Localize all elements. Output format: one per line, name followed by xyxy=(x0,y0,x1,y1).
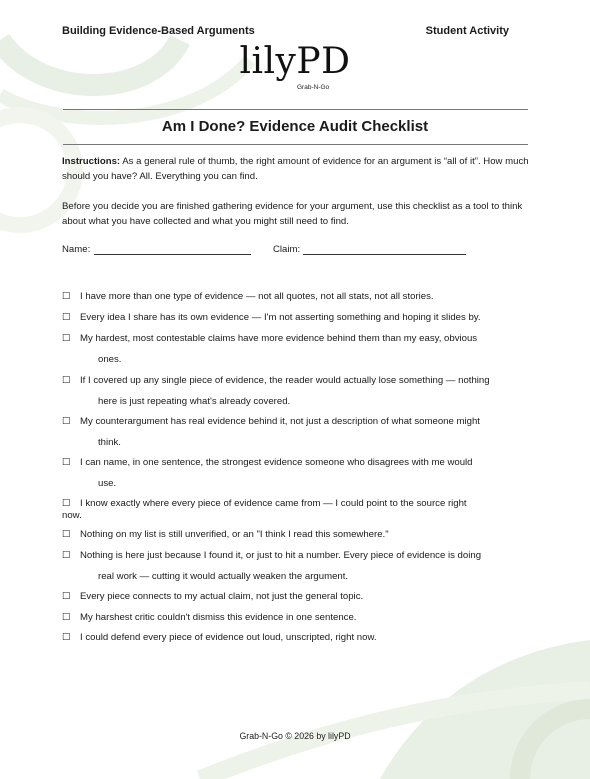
title-rule-bottom xyxy=(63,144,528,145)
checkbox[interactable]: ☐ xyxy=(62,457,71,468)
checklist-item-text: Every idea I share has its own evidence — I'm not asserting something and hoping it slides by. xyxy=(80,312,481,323)
checkbox[interactable]: ☐ xyxy=(62,529,71,540)
page-title: Am I Done? Evidence Audit Checklist xyxy=(161,118,429,135)
checklist-item-text: Nothing on my list is still unverified, or an "I think I read this somewhere." xyxy=(80,529,389,540)
checklist-item xyxy=(62,307,534,328)
checklist-item xyxy=(62,627,534,648)
checklist-item-text: I know exactly where every piece of evidence came from — I could point to the source right xyxy=(80,498,467,509)
checklist-item xyxy=(62,586,534,607)
checklist-item-continuation: here is just repeating what's already covered. xyxy=(98,396,291,407)
instructions-paragraph xyxy=(62,154,532,184)
checklist-item xyxy=(62,493,534,520)
instructions-label: Instructions: xyxy=(62,156,121,167)
checklist-item-continuation: now. xyxy=(62,510,82,521)
checklist-item xyxy=(62,452,534,494)
checklist-item xyxy=(62,607,534,628)
checklist-item xyxy=(62,328,534,370)
intro-paragraph: Before you decide you are finished gathering evidence for your argument, use this checklist as a tool to think about what you have collected and what you might still need to find. xyxy=(62,201,523,227)
checklist-item xyxy=(62,545,534,587)
checkbox[interactable]: ☐ xyxy=(62,333,71,344)
checkbox[interactable]: ☐ xyxy=(62,375,71,386)
lilypd-logo: lilyPD xyxy=(239,41,351,82)
checklist-item-text: I have more than one type of evidence — not all quotes, not all stats, not all stories. xyxy=(80,291,434,302)
checklist-item-text: My hardest, most contestable claims have more evidence behind them than my easy, obvious xyxy=(80,333,478,344)
checklist-item-continuation: think. xyxy=(98,437,121,448)
checklist-item-text: If I covered up any single piece of evidence, the reader would actually lose something — nothing xyxy=(80,375,490,386)
checklist-item-text: Every piece connects to my actual claim, not just the general topic. xyxy=(80,591,364,602)
checklist-item-text: I could defend every piece of evidence out loud, unscripted, right now. xyxy=(80,632,377,643)
footer-copyright: Grab-N-Go © 2026 by lilyPD xyxy=(239,731,351,741)
checkbox[interactable]: ☐ xyxy=(62,291,71,302)
checklist-item-continuation: ones. xyxy=(98,354,122,365)
header-activity-type: Student Activity xyxy=(425,25,509,37)
logo-subtitle: Grab-N-Go xyxy=(297,84,330,91)
checkbox[interactable]: ☐ xyxy=(62,312,71,323)
checkbox[interactable]: ☐ xyxy=(62,498,71,509)
checklist-item xyxy=(62,524,534,545)
checkbox[interactable]: ☐ xyxy=(62,632,71,643)
checklist-item xyxy=(62,411,534,453)
checkbox[interactable]: ☐ xyxy=(62,416,71,427)
name-field[interactable] xyxy=(94,254,251,255)
checkbox[interactable]: ☐ xyxy=(62,591,71,602)
claim-field[interactable] xyxy=(303,254,466,255)
checklist-item xyxy=(62,370,534,412)
checkbox[interactable]: ☐ xyxy=(62,612,71,623)
checklist-item-continuation: real work — cutting it would actually weaken the argument. xyxy=(98,571,349,582)
checklist-item-text: I can name, in one sentence, the strongest evidence someone who disagrees with me would xyxy=(80,457,473,468)
checkbox[interactable]: ☐ xyxy=(62,550,71,561)
checklist-item-text: My harshest critic couldn't dismiss this evidence in one sentence. xyxy=(80,612,357,623)
claim-label: Claim: xyxy=(273,244,301,255)
title-rule-top xyxy=(63,109,528,110)
checklist-item xyxy=(62,286,534,307)
instructions-text: As a general rule of thumb, the right amount of evidence for an argument is “all of it”. How much should you have? All. Everything you can find. xyxy=(62,156,529,182)
checklist-item-text: Nothing is here just because I found it, or just to hit a number. Every piece of evidence is doing xyxy=(80,550,482,561)
checklist-item-text: My counterargument has real evidence behind it, not just a description of what someone might xyxy=(80,416,480,427)
name-label: Name: xyxy=(62,244,91,255)
header-course-title: Building Evidence-Based Arguments xyxy=(62,25,255,37)
checklist-item-continuation: use. xyxy=(98,478,117,489)
